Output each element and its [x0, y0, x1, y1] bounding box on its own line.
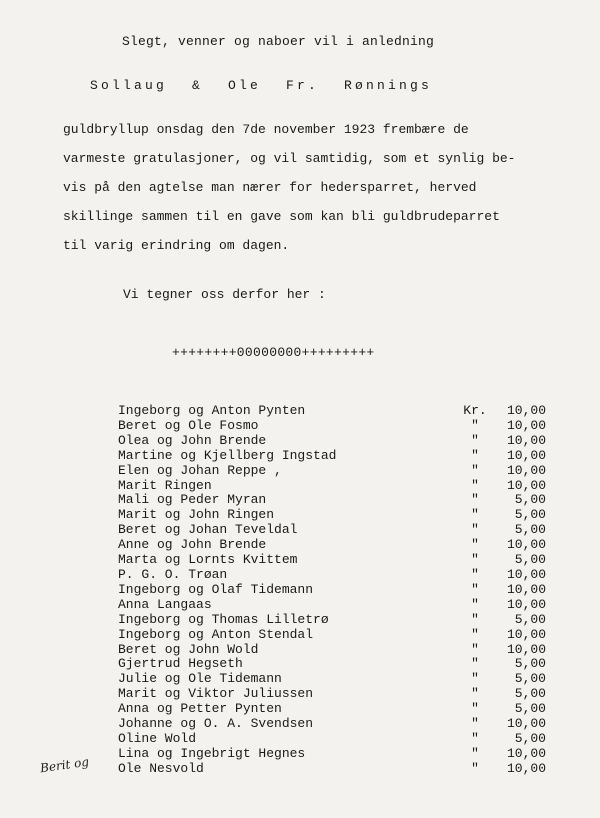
- contributor-row: [118, 613, 546, 628]
- handwritten-note: Berit og: [39, 754, 90, 776]
- contributors-table: [118, 404, 546, 777]
- contributor-name: Johanne og O. A. Svendsen: [118, 716, 314, 732]
- currency-mark: ": [471, 477, 479, 493]
- currency-mark: ": [471, 730, 479, 746]
- currency-mark: ": [471, 656, 479, 672]
- contributor-name: Marit og Viktor Juliussen: [118, 686, 314, 702]
- contributor-name: Beret og John Wold: [118, 641, 259, 657]
- contributor-name: Anne og John Brende: [118, 537, 267, 553]
- divider-line: ++++++++00000000+++++++++: [172, 345, 375, 360]
- contribution-amount: 10,00: [506, 462, 546, 478]
- contributor-name: Ingeborg og Anton Pynten: [118, 403, 306, 418]
- contribution-amount: 5,00: [514, 656, 546, 672]
- currency-mark: ": [471, 522, 479, 538]
- contributor-name: Ingeborg og Thomas Lilletrø: [118, 611, 329, 627]
- currency-mark: ": [471, 716, 479, 732]
- contribution-amount: 10,00: [506, 566, 546, 582]
- contribution-amount: 5,00: [514, 522, 546, 538]
- contributor-row: [118, 449, 546, 464]
- contributor-row: [118, 583, 546, 598]
- contribution-amount: 10,00: [506, 716, 546, 732]
- contribution-amount: 10,00: [506, 626, 546, 642]
- currency-mark: ": [471, 552, 479, 568]
- currency-mark: ": [471, 745, 479, 761]
- header-line-2-couple-name: Sollaug & Ole Fr. Rønnings: [90, 78, 433, 93]
- contributor-name: Gjertrud Hegseth: [118, 656, 243, 672]
- contributor-name: Ingeborg og Anton Stendal: [118, 626, 314, 642]
- currency-mark: ": [471, 641, 479, 657]
- contributor-name: P. G. O. Trøan: [118, 566, 228, 582]
- currency-mark: ": [471, 581, 479, 597]
- contributor-row: [118, 643, 546, 658]
- contributor-name: Beret og Johan Teveldal: [118, 522, 298, 538]
- contribution-amount: 10,00: [506, 477, 546, 493]
- contribution-amount: 10,00: [506, 537, 546, 553]
- contributor-row: [118, 493, 546, 508]
- currency-mark: ": [471, 701, 479, 717]
- currency-mark: ": [471, 596, 479, 612]
- contribution-amount: 10,00: [506, 596, 546, 612]
- signup-line: Vi tegner oss derfor her :: [123, 287, 326, 302]
- contributor-row: [118, 702, 546, 717]
- body-line-3: vis på den agtelse man nærer for hedersparret, herved: [63, 180, 477, 195]
- currency-mark: ": [471, 507, 479, 523]
- currency-mark: Kr.: [463, 403, 487, 418]
- contribution-amount: 5,00: [514, 552, 546, 568]
- currency-mark: ": [471, 432, 479, 448]
- contribution-amount: 10,00: [506, 403, 546, 418]
- contributor-name: Ole Nesvold: [118, 760, 204, 776]
- contributor-row: [118, 628, 546, 643]
- contributor-name: Martine og Kjellberg Ingstad: [118, 447, 337, 463]
- contributor-row: [118, 434, 546, 449]
- currency-mark: ": [471, 671, 479, 687]
- contributor-name: Marit Ringen: [118, 477, 212, 493]
- currency-mark: ": [471, 611, 479, 627]
- contributor-name: Marta og Lornts Kvittem: [118, 552, 298, 568]
- contributor-name: Lina og Ingebrigt Hegnes: [118, 745, 306, 761]
- currency-mark: ": [471, 626, 479, 642]
- body-line-5: til varig erindring om dagen.: [63, 238, 290, 253]
- contributor-row: [118, 672, 546, 687]
- contribution-amount: 5,00: [514, 701, 546, 717]
- contributor-name: Julie og Ole Tidemann: [118, 671, 282, 687]
- contributor-name: Olea og John Brende: [118, 432, 267, 448]
- currency-mark: ": [471, 566, 479, 582]
- body-line-2: varmeste gratulasjoner, og vil samtidig, som et synlig be-: [63, 151, 516, 166]
- contributor-name: Ingeborg og Olaf Tidemann: [118, 581, 314, 597]
- contributor-name: Marit og John Ringen: [118, 507, 275, 523]
- contributor-row: [118, 687, 546, 702]
- contribution-amount: 5,00: [514, 686, 546, 702]
- contributor-row: [118, 598, 546, 613]
- body-line-1: guldbryllup onsdag den 7de november 1923 frembære de: [63, 122, 469, 137]
- contribution-amount: 10,00: [506, 417, 546, 433]
- contributor-row: [118, 538, 546, 553]
- contributor-name: Oline Wold: [118, 730, 197, 746]
- contributor-name: Elen og Johan Reppe ,: [118, 462, 282, 478]
- contribution-amount: 5,00: [514, 730, 546, 746]
- contributor-row: [118, 732, 546, 747]
- contribution-amount: 5,00: [514, 507, 546, 523]
- contribution-amount: 10,00: [506, 745, 546, 761]
- contributor-row: [118, 717, 546, 732]
- contributor-row: [118, 419, 546, 434]
- contributor-row: [118, 762, 546, 777]
- contributor-name: Beret og Ole Fosmo: [118, 417, 259, 433]
- contributor-name: Mali og Peder Myran: [118, 492, 267, 508]
- currency-mark: ": [471, 760, 479, 776]
- contribution-amount: 10,00: [506, 760, 546, 776]
- contribution-amount: 10,00: [506, 641, 546, 657]
- contribution-amount: 10,00: [506, 432, 546, 448]
- currency-mark: ": [471, 492, 479, 508]
- contributor-row: [118, 404, 546, 419]
- contributor-row: [118, 568, 546, 583]
- contributor-row: [118, 523, 546, 538]
- body-line-4: skillinge sammen til en gave som kan bli guldbrudeparret: [63, 209, 500, 224]
- contribution-amount: 10,00: [506, 447, 546, 463]
- contributor-row: [118, 464, 546, 479]
- contributor-row: [118, 479, 546, 494]
- currency-mark: ": [471, 537, 479, 553]
- contributor-row: [118, 508, 546, 523]
- contribution-amount: 5,00: [514, 611, 546, 627]
- currency-mark: ": [471, 686, 479, 702]
- contributor-row: [118, 747, 546, 762]
- currency-mark: ": [471, 447, 479, 463]
- currency-mark: ": [471, 462, 479, 478]
- contributor-row: [118, 553, 546, 568]
- contributor-name: Anna og Petter Pynten: [118, 701, 282, 717]
- contributor-name: Anna Langaas: [118, 596, 212, 612]
- contribution-amount: 5,00: [514, 492, 546, 508]
- currency-mark: ": [471, 417, 479, 433]
- contributor-row: [118, 657, 546, 672]
- contribution-amount: 5,00: [514, 671, 546, 687]
- contribution-amount: 10,00: [506, 581, 546, 597]
- header-line-1: Slegt, venner og naboer vil i anledning: [122, 34, 435, 49]
